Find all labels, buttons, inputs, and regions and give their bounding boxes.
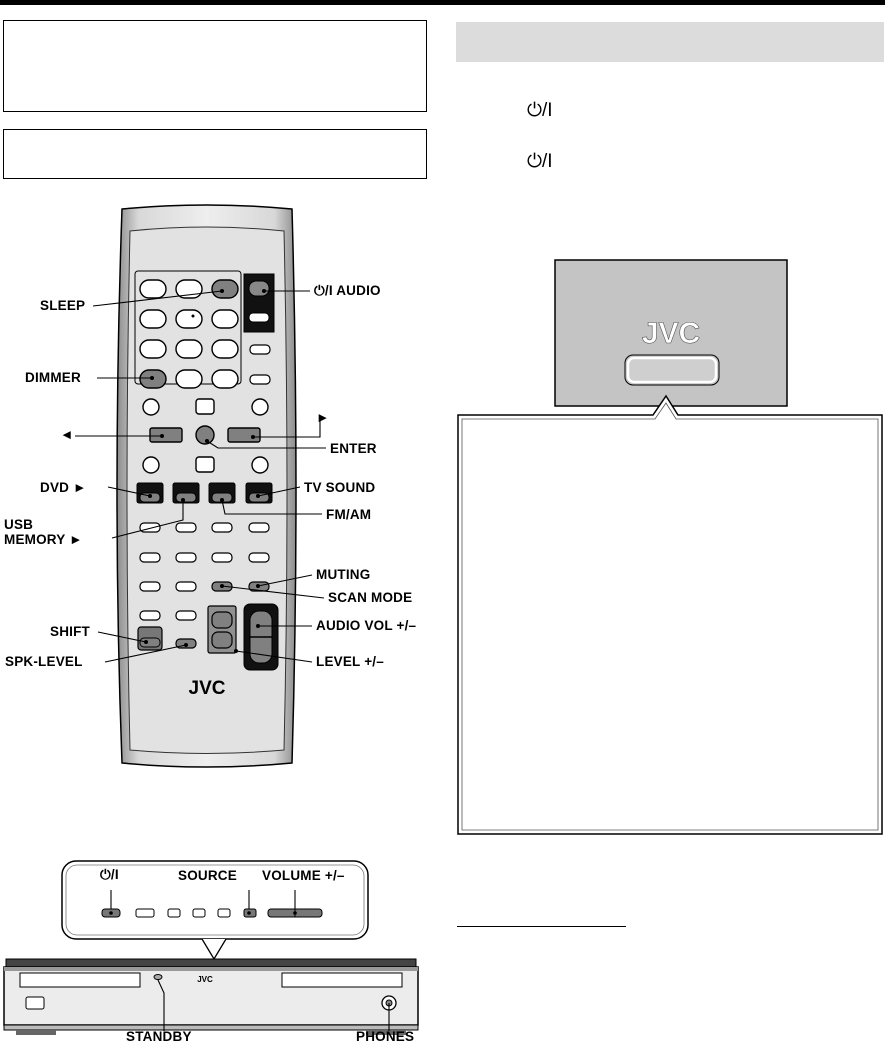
label-muting: MUTING bbox=[316, 567, 371, 582]
display-illustration bbox=[456, 258, 884, 838]
panel-power-icon: ⏻/I bbox=[100, 867, 119, 882]
step-1-power-icon: ⏻/I bbox=[527, 100, 553, 121]
step-2-power-icon: ⏻/I bbox=[527, 151, 553, 172]
remote-logo: JVC bbox=[188, 678, 226, 699]
label-scan-mode: SCAN MODE bbox=[328, 590, 413, 605]
label-tv-sound: TV SOUND bbox=[304, 480, 376, 495]
footnote-rule bbox=[457, 926, 626, 927]
panel-phones-label: PHONES bbox=[356, 1029, 415, 1044]
panel-volume-label: VOLUME +/– bbox=[262, 868, 345, 883]
top-rule bbox=[0, 0, 885, 5]
power-icon: ⏻/I bbox=[314, 283, 333, 298]
label-audio-vol: AUDIO VOL +/– bbox=[316, 618, 417, 633]
label-right-arrow: ► bbox=[316, 410, 330, 425]
section-heading-bar bbox=[456, 22, 884, 62]
panel-power-label bbox=[100, 867, 119, 883]
label-power-audio: ⏻/I AUDIO bbox=[314, 283, 381, 298]
note-box-1 bbox=[3, 20, 427, 112]
label-sleep: SLEEP bbox=[40, 298, 86, 313]
label-shift: SHIFT bbox=[50, 624, 90, 639]
label-dimmer: DIMMER bbox=[25, 370, 81, 385]
front-panel-illustration bbox=[0, 855, 440, 1043]
label-fm-am: FM/AM bbox=[326, 507, 372, 522]
display-logo: JVC bbox=[641, 317, 701, 350]
label-enter: ENTER bbox=[330, 441, 377, 456]
note-box-2 bbox=[3, 129, 427, 179]
label-usb-memory: USB MEMORY ► bbox=[4, 517, 83, 547]
label-dvd: DVD ► bbox=[40, 480, 87, 495]
label-level: LEVEL +/– bbox=[316, 654, 384, 669]
panel-source-label: SOURCE bbox=[178, 868, 237, 883]
label-spk-level: SPK-LEVEL bbox=[5, 654, 83, 669]
panel-standby-label: STANDBY bbox=[126, 1029, 192, 1044]
label-left-arrow: ◄ bbox=[60, 427, 74, 442]
panel-logo: JVC bbox=[197, 975, 213, 984]
